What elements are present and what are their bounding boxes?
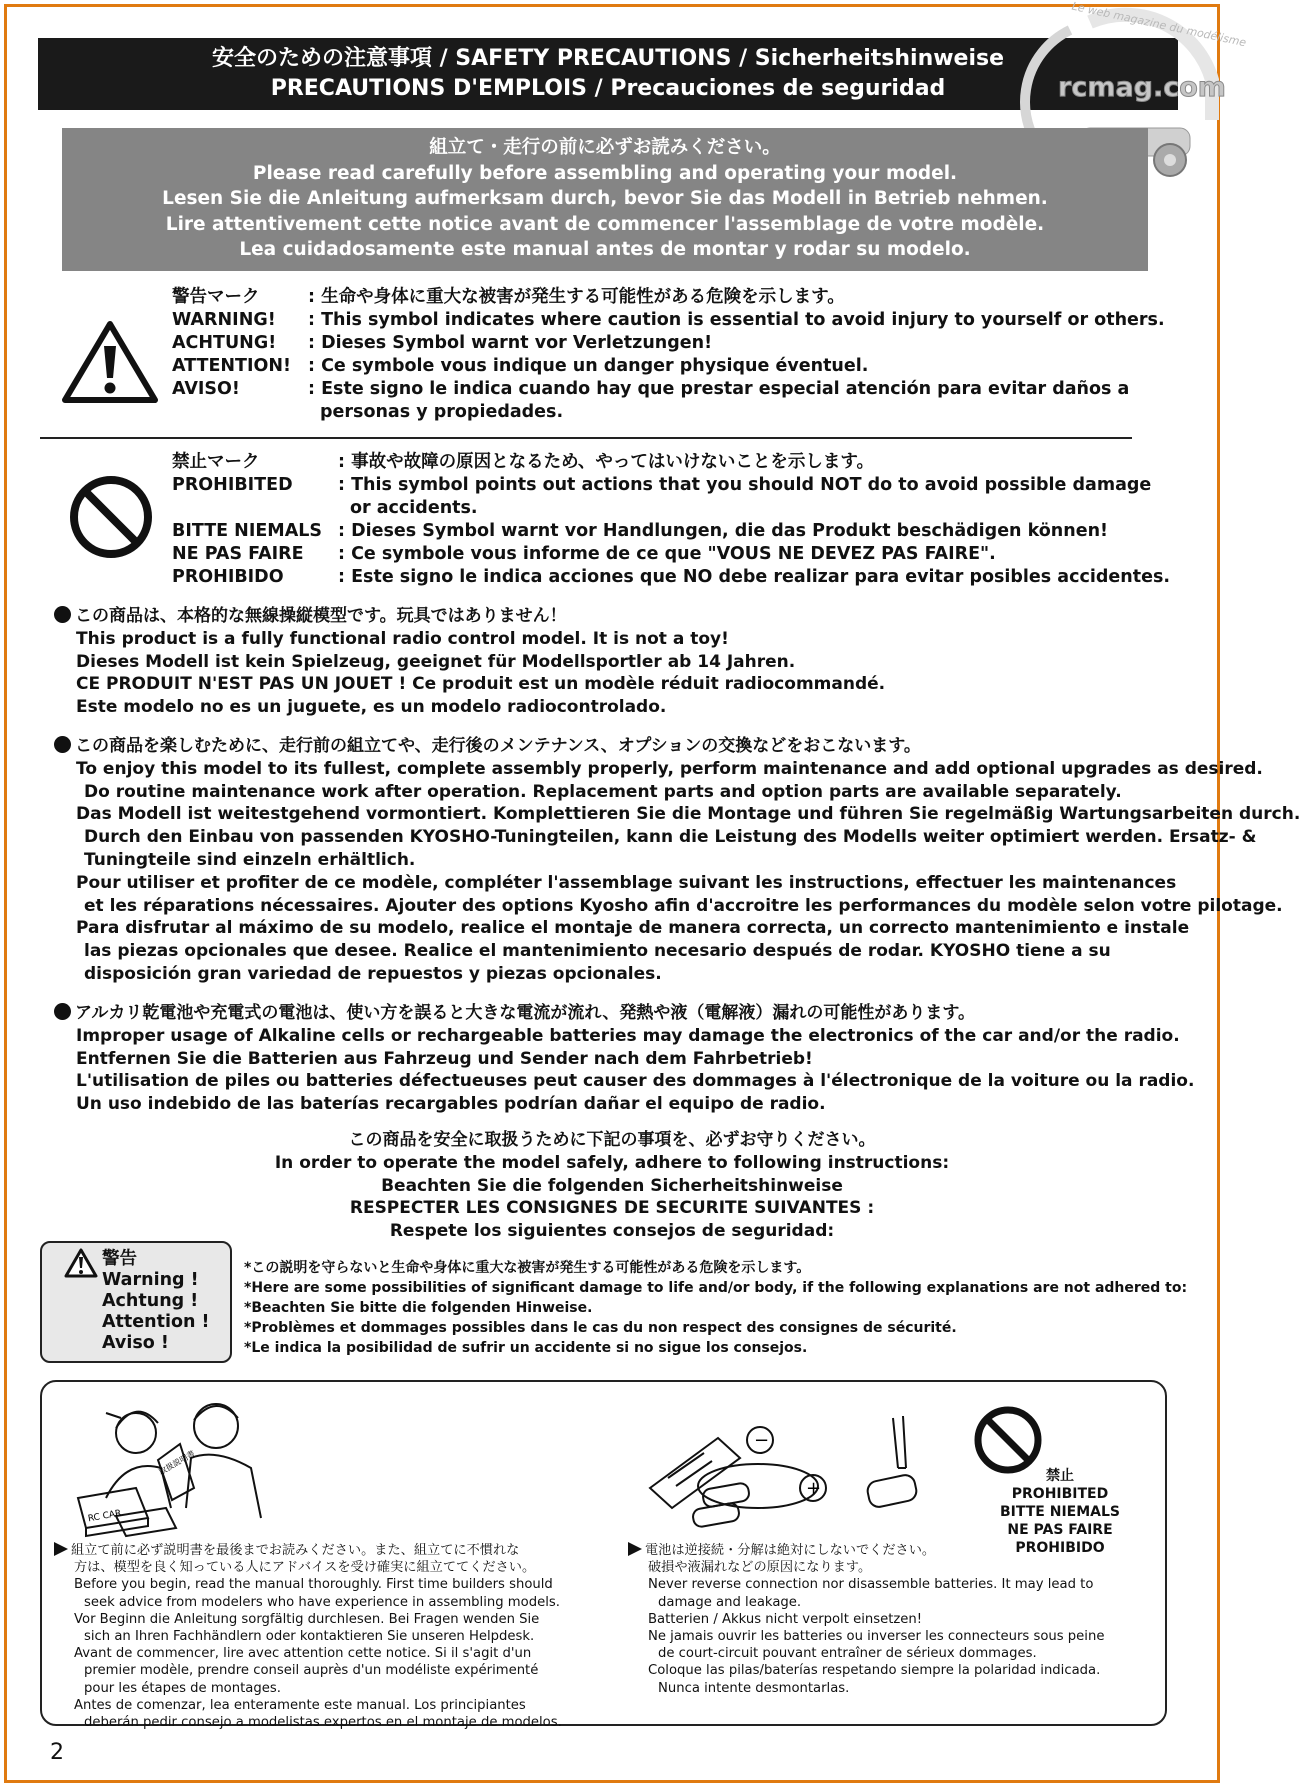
tip-line: pour les étapes de montages. bbox=[84, 1680, 281, 1696]
bullet-heading bbox=[54, 605, 885, 628]
bullet-line: disposición gran variedad de repuestos y piezas opcionales. bbox=[84, 963, 662, 984]
prohibited-small-label: 禁止 bbox=[1046, 1468, 1074, 1484]
bullet-line: To enjoy this model to its fullest, complete assembly properly, perform maintenance and add optional upgrades as desired. bbox=[76, 758, 1263, 779]
tip-line: Vor Beginn die Anleitung sorgfältig durchlesen. Bei Fragen wenden Sie bbox=[74, 1611, 540, 1627]
tip-line: Avant de commencer, lire avec attention cette notice. Si il s'agit d'un bbox=[74, 1646, 532, 1662]
bullet-line: Un uso indebido de las baterías recargables podrían dañar el equipo de radio. bbox=[76, 1094, 826, 1115]
warning-label: WARNING! bbox=[172, 310, 276, 330]
tip-line: deberán pedir consejo a modelistas expertos en el montaje de modelos. bbox=[84, 1715, 562, 1731]
tip-line: Ne jamais ouvrir les batteries ou inverser les connecteurs sous peine bbox=[648, 1629, 1105, 1645]
prohibited-label: PROHIBITED bbox=[172, 475, 293, 495]
warning-note: *この説明を守らないと生命や身体に重大な被害が発生する可能性がある危険を示します。 bbox=[244, 1260, 811, 1276]
title-line-1: 安全のための注意事項 / SAFETY PRECAUTIONS / Sicherheitshinweise bbox=[211, 46, 1005, 71]
warning-label: 警告マーク bbox=[172, 287, 260, 307]
warning-note: *Beachten Sie bitte die folgenden Hinweise. bbox=[244, 1300, 593, 1316]
warning-text: : 生命や身体に重大な被害が発生する可能性がある危険を示します。 bbox=[308, 287, 845, 307]
intro-line: Please read carefully before assembling and operating your model. bbox=[252, 162, 958, 184]
prohibited-label: 禁止マーク bbox=[172, 452, 260, 472]
section-divider bbox=[40, 437, 1132, 439]
warning-box-label: 警告 bbox=[102, 1249, 137, 1269]
bullet-line: Este modelo no es un juguete, es un modelo radiocontrolado. bbox=[76, 697, 667, 718]
bullet-line: Improper usage of Alkaline cells or rechargeable batteries may damage the electronics of the car and/or the radio. bbox=[76, 1025, 1180, 1046]
tip-line: sich an Ihren Fachhändlern oder kontaktieren Sie unseren Helpdesk. bbox=[84, 1629, 535, 1645]
modelers-reading-illustration bbox=[76, 1388, 276, 1538]
bullet-paragraph bbox=[54, 1002, 1194, 1116]
pointer-arrow-icon bbox=[628, 1542, 642, 1556]
tip-line: de court-circuit pouvant entraîner de sérieux dommages. bbox=[658, 1646, 1037, 1662]
tip-jp-text: 組立て前に必ず説明書を最後までお読みください。また、組立てに不慣れな bbox=[71, 1543, 520, 1558]
bullet-line: Do routine maintenance work after operation. Replacement parts and option parts are available separately. bbox=[84, 781, 1122, 802]
warning-text: : This symbol indicates where caution is essential to avoid injury to yourself or others. bbox=[308, 310, 1165, 330]
warning-box-label: Attention ! bbox=[102, 1312, 210, 1332]
prohibited-small-label: NE PAS FAIRE bbox=[1007, 1522, 1113, 1538]
bullet-line: Entfernen Sie die Batterien aus Fahrzeug und Sender nach dem Fahrbetrieb! bbox=[76, 1048, 813, 1069]
bullet-line: Para disfrutar al máximo de su modelo, realice el montaje de manera correcta, un correcto mantenimiento e instale bbox=[76, 918, 1190, 939]
warning-notes bbox=[244, 1258, 1187, 1358]
prohibited-small-icon bbox=[972, 1404, 1044, 1476]
tip-line: Nunca intente desmontarlas. bbox=[658, 1680, 850, 1696]
bullet-line: Das Modell ist weitestgehend vormontiert. Komplettieren Sie die Montage und führen Sie regelmäßig Wartungsarbeiten durch. bbox=[76, 804, 1300, 825]
bullet-line: Dieses Modell ist kein Spielzeug, geeignet für Modellsportler ab 14 Jahren. bbox=[76, 651, 796, 672]
bullet-line: las piezas opcionales que desee. Realice el mantenimiento necesario después de rodar. KYOSHO tiene a su bbox=[84, 941, 1111, 962]
bullet-line: Pour utiliser et profiter de ce modèle, compléter l'assemblage suivant les instructions, effectuer les maintenances bbox=[76, 872, 1177, 893]
operate-safely-line: この商品を安全に取扱うために下記の事項を、必ずお守りください。 bbox=[348, 1130, 876, 1150]
bullet-dot-icon bbox=[54, 606, 71, 623]
intro-box bbox=[62, 128, 1148, 271]
bullet-dot-icon bbox=[54, 736, 71, 753]
bullet-paragraph bbox=[54, 735, 1300, 986]
tip-jp-line bbox=[628, 1542, 1104, 1559]
battery-illustration bbox=[648, 1408, 948, 1538]
tip-jp-text: 方は、模型を良く知っている人にアドバイスを受け確実に組立ててください。 bbox=[74, 1560, 536, 1576]
warning-label: ACHTUNG! bbox=[172, 333, 277, 353]
bullet-line: This product is a fully functional radio control model. It is not a toy! bbox=[76, 628, 729, 649]
warning-note: *Le indica la posibilidad de sufrir un accidente si no sigue los consejos. bbox=[244, 1340, 808, 1356]
bullet-line: et les réparations nécessaires. Ajouter des options Kyosho afin d'accroitre les performances du modèle selon votre pilotage. bbox=[84, 895, 1283, 916]
pointer-arrow-icon bbox=[54, 1542, 68, 1556]
prohibited-label: PROHIBIDO bbox=[172, 567, 284, 587]
title-line-2: PRECAUTIONS D'EMPLOIS / Precauciones de seguridad bbox=[270, 76, 946, 101]
watermark-arc-text: Le web magazine du modélisme bbox=[1070, 0, 1248, 50]
prohibited-label: BITTE NIEMALS bbox=[172, 521, 322, 541]
operate-safely-line: RESPECTER LES CONSIGNES DE SECURITE SUIVANTES : bbox=[349, 1198, 875, 1219]
warning-label: ATTENTION! bbox=[172, 356, 292, 376]
tip-line: premier modèle, prendre conseil auprès d'un modéliste expérimenté bbox=[84, 1663, 539, 1679]
operate-safely-block bbox=[0, 1129, 1224, 1243]
tip-jp-line bbox=[628, 1559, 1104, 1576]
prohibited-small-label: PROHIBIDO bbox=[1015, 1540, 1105, 1556]
prohibited-text: : Este signo le indica acciones que NO debe realizar para evitar posibles accidentes. bbox=[338, 567, 1171, 587]
warning-text: personas y propiedades. bbox=[320, 402, 564, 422]
tip-left bbox=[54, 1542, 562, 1731]
tip-right bbox=[628, 1542, 1104, 1697]
tip-jp-line bbox=[54, 1559, 562, 1576]
tip-line: Never reverse connection nor disassemble batteries. It may lead to bbox=[648, 1577, 1094, 1593]
tip-line: damage and leakage. bbox=[658, 1594, 802, 1610]
tip-line: Coloque las pilas/baterías respetando siempre la polaridad indicada. bbox=[648, 1663, 1101, 1679]
bullet-line: CE PRODUIT N'EST PAS UN JOUET ! Ce produit est un modèle réduit radiocommandé. bbox=[76, 674, 886, 695]
tip-jp-line bbox=[54, 1542, 562, 1559]
warning-box-label: Achtung ! bbox=[102, 1291, 199, 1311]
prohibited-text: : 事故や故障の原因となるため、やってはいけないことを示します。 bbox=[338, 452, 874, 472]
bullet-jp-text: この商品は、本格的な無線操縦模型です。玩具ではありません！ bbox=[75, 606, 567, 626]
bullet-heading bbox=[54, 1002, 1194, 1025]
tip-line: seek advice from modelers who have experience in assembling models. bbox=[84, 1594, 560, 1610]
prohibited-icon bbox=[68, 474, 154, 560]
prohibited-small-label: PROHIBITED bbox=[1011, 1486, 1109, 1502]
warning-text: : Este signo le indica cuando hay que prestar especial atención para evitar daños a bbox=[308, 379, 1130, 399]
tip-line: Before you begin, read the manual thoroughly. First time builders should bbox=[74, 1577, 553, 1593]
tip-line: Batterien / Akkus nicht verpolt einsetzen! bbox=[648, 1611, 923, 1627]
title-bar bbox=[38, 38, 1178, 110]
warning-box-label: Warning ! bbox=[102, 1270, 199, 1290]
warning-text: : Dieses Symbol warnt vor Verletzungen! bbox=[308, 333, 713, 353]
warning-small-icon bbox=[64, 1248, 98, 1278]
prohibited-text: : Dieses Symbol warnt vor Handlungen, die das Produkt beschädigen können! bbox=[338, 521, 1109, 541]
prohibited-label: NE PAS FAIRE bbox=[172, 544, 304, 564]
prohibited-text: or accidents. bbox=[350, 498, 478, 518]
bullet-line: L'utilisation de piles ou batteries défectueuses peut causer des dommages à l'électronique de la voiture ou la radio. bbox=[76, 1071, 1195, 1092]
page-number: 2 bbox=[50, 1740, 64, 1765]
bullet-heading bbox=[54, 735, 1300, 758]
operate-safely-line: In order to operate the model safely, adhere to following instructions: bbox=[274, 1152, 950, 1173]
bullet-dot-icon bbox=[54, 1003, 71, 1020]
bullet-line: Tuningteile sind einzeln erhältlich. bbox=[84, 849, 416, 870]
intro-line: 組立て・走行の前に必ずお読みください。 bbox=[429, 137, 781, 158]
prohibited-text: : Ce symbole vous informe de ce que "VOUS NE DEVEZ PAS FAIRE". bbox=[338, 544, 996, 564]
intro-line: Lea cuidadosamente este manual antes de montar y rodar su modelo. bbox=[239, 239, 971, 260]
warning-text: : Ce symbole vous indique un danger physique éventuel. bbox=[308, 356, 869, 376]
minus-sign: − bbox=[754, 1430, 770, 1451]
intro-line: Lire attentivement cette notice avant de commencer l'assemblage de votre modèle. bbox=[165, 213, 1045, 235]
warning-note: *Problèmes et dommages possibles dans le cas du non respect des consignes de sécurité. bbox=[244, 1320, 957, 1336]
prohibited-small-label: BITTE NIEMALS bbox=[1000, 1504, 1120, 1520]
bullet-jp-text: この商品を楽しむために、走行前の組立てや、走行後のメンテナンス、オプションの交換などをおこないます。 bbox=[75, 736, 921, 756]
bullet-jp-text: アルカリ乾電池や充電式の電池は、使い方を誤ると大きな電流が流れ、発熱や液（電解液）漏れの可能性があります。 bbox=[75, 1003, 975, 1023]
warning-note: *Here are some possibilities of significant damage to life and/or body, if the following explanations are not adhered to: bbox=[244, 1280, 1188, 1296]
intro-line: Lesen Sie die Anleitung aufmerksam durch, bevor Sie das Modell in Betrieb nehmen. bbox=[162, 188, 1048, 209]
operate-safely-line: Respete los siguientes consejos de seguridad: bbox=[389, 1221, 835, 1242]
prohibited-text: : This symbol points out actions that you should NOT do to avoid possible damage bbox=[338, 475, 1152, 495]
warning-box-labels bbox=[102, 1249, 210, 1354]
bullet-paragraph bbox=[54, 605, 885, 719]
watermark-logo-text: rcmag.com bbox=[1058, 72, 1226, 103]
bullet-line: Durch den Einbau von passenden KYOSHO-Tuningteilen, kann die Leistung des Modells weiter optimiert werden. Ersatz- & bbox=[84, 827, 1257, 848]
warning-triangle-icon bbox=[60, 318, 160, 406]
warning-box-label: Aviso ! bbox=[102, 1333, 169, 1353]
tip-jp-text: 電池は逆接続・分解は絶対にしないでください。 bbox=[645, 1543, 936, 1558]
plus-sign: + bbox=[806, 1478, 822, 1499]
tip-jp-text: 破損や液漏れなどの原因になります。 bbox=[648, 1560, 872, 1576]
box-label: RC CAR bbox=[87, 1508, 123, 1525]
warning-label: AVISO! bbox=[172, 379, 240, 399]
tip-line: Antes de comenzar, lea enteramente este manual. Los principiantes bbox=[74, 1697, 526, 1713]
manual-cover-label: 取扱説明書 bbox=[157, 1448, 197, 1477]
operate-safely-line: Beachten Sie die folgenden Sicherheitshinweise bbox=[381, 1175, 843, 1196]
